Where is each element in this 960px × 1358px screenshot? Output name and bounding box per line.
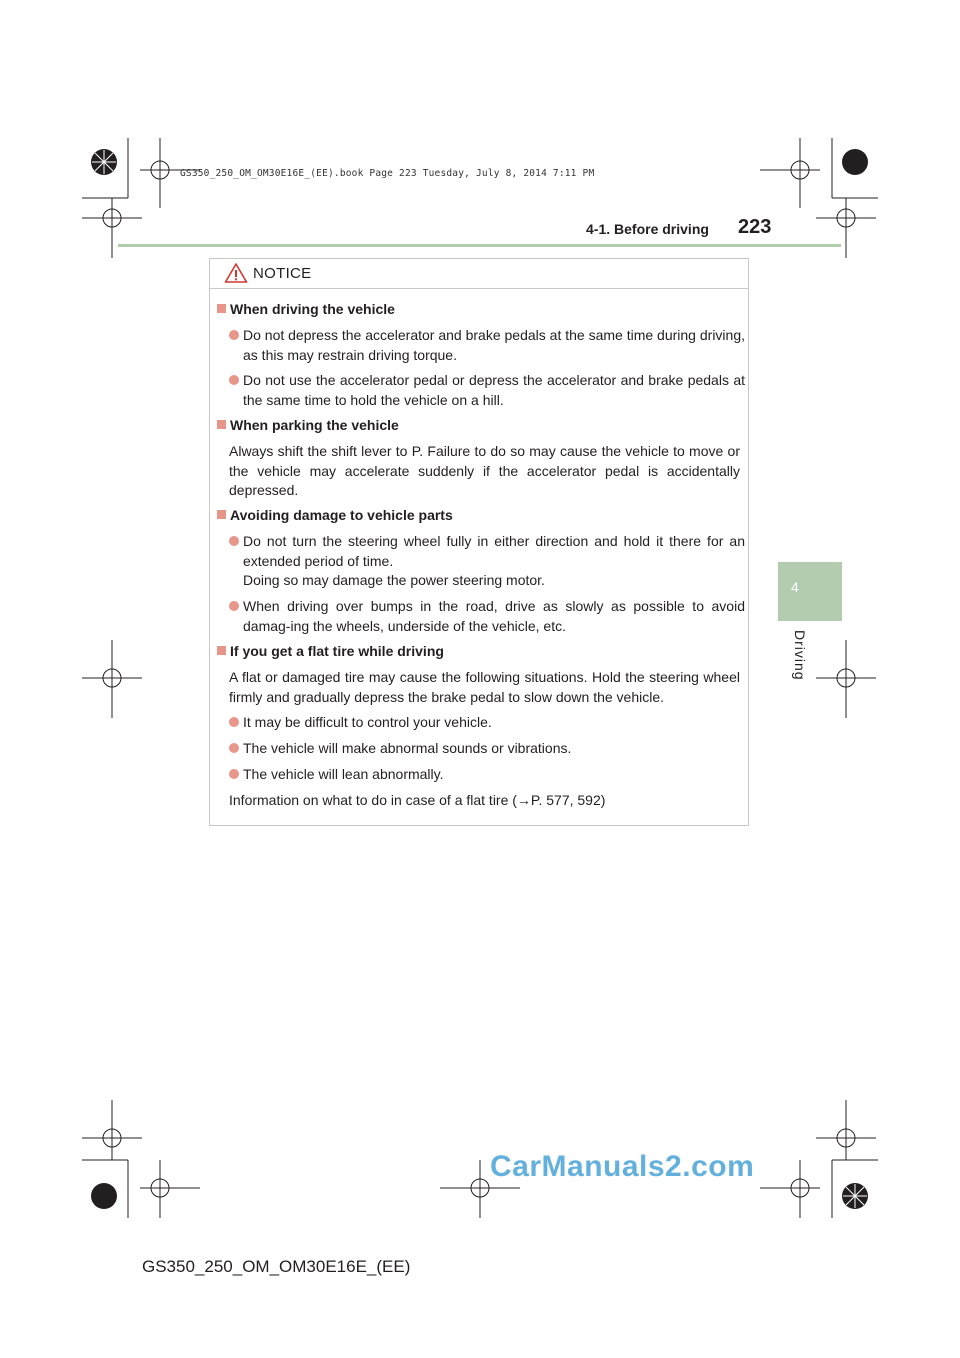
list-item: The vehicle will make abnormal sounds or vibrations.	[229, 739, 745, 759]
list-item: It may be difficult to control your vehicle.	[229, 713, 745, 733]
closing-paragraph: Information on what to do in case of a flat tire (→P. 577, 592)	[229, 792, 606, 808]
list-item: Do not depress the accelerator and brake pedals at the same time during driving, as this may restrain driving torque.	[229, 326, 745, 365]
circle-bullet-icon	[229, 769, 239, 779]
circle-bullet-icon	[229, 375, 239, 385]
notice-header	[210, 259, 748, 289]
section-heading: When parking the vehicle	[217, 417, 399, 433]
chapter-tab	[778, 562, 842, 621]
watermark-logo: CarManuals2.com	[490, 1150, 755, 1183]
section-heading: Avoiding damage to vehicle parts	[217, 507, 453, 523]
print-info: GS350_250_OM_OM30E16E_(EE).book Page 223 Tuesday, July 8, 2014 7:11 PM	[180, 168, 595, 179]
page-number: 223	[738, 216, 772, 238]
notice-box	[209, 258, 749, 826]
notice-title: NOTICE	[253, 265, 312, 282]
square-bullet-icon	[217, 510, 226, 519]
chapter-label: Driving	[792, 630, 808, 681]
circle-bullet-icon	[229, 717, 239, 727]
square-bullet-icon	[217, 420, 226, 429]
circle-bullet-icon	[229, 743, 239, 753]
circle-bullet-icon	[229, 601, 239, 611]
paragraph: Always shift the shift lever to P. Failure to do so may cause the vehicle to move or the vehicle may accelerate suddenly if the accelerator pedal is accidentally depressed.	[229, 443, 740, 498]
list-item: Do not turn the steering wheel fully in either direction and hold it there for an extended period of time. Doing so may damage the power steering motor.	[229, 532, 745, 591]
section-title: 4-1. Before driving	[586, 221, 709, 237]
header-rule	[118, 244, 841, 247]
list-item: The vehicle will lean abnormally.	[229, 765, 745, 785]
footer-code: GS350_250_OM_OM30E16E_(EE)	[142, 1257, 411, 1276]
chapter-number: 4	[791, 579, 799, 595]
square-bullet-icon	[217, 646, 226, 655]
circle-bullet-icon	[229, 330, 239, 340]
warning-triangle-icon	[224, 262, 248, 284]
square-bullet-icon	[217, 304, 226, 313]
list-item: When driving over bumps in the road, drive as slowly as possible to avoid damag-ing the wheels, underside of the vehicle, etc.	[229, 597, 745, 636]
section-heading: When driving the vehicle	[217, 301, 395, 317]
circle-bullet-icon	[229, 536, 239, 546]
list-item: Do not use the accelerator pedal or depress the accelerator and brake pedals at the same time to hold the vehicle on a hill.	[229, 371, 745, 410]
section-heading: If you get a flat tire while driving	[217, 643, 444, 659]
paragraph: A flat or damaged tire may cause the following situations. Hold the steering wheel firmly and gradually depress the brake pedal to slow down the vehicle.	[229, 669, 740, 705]
